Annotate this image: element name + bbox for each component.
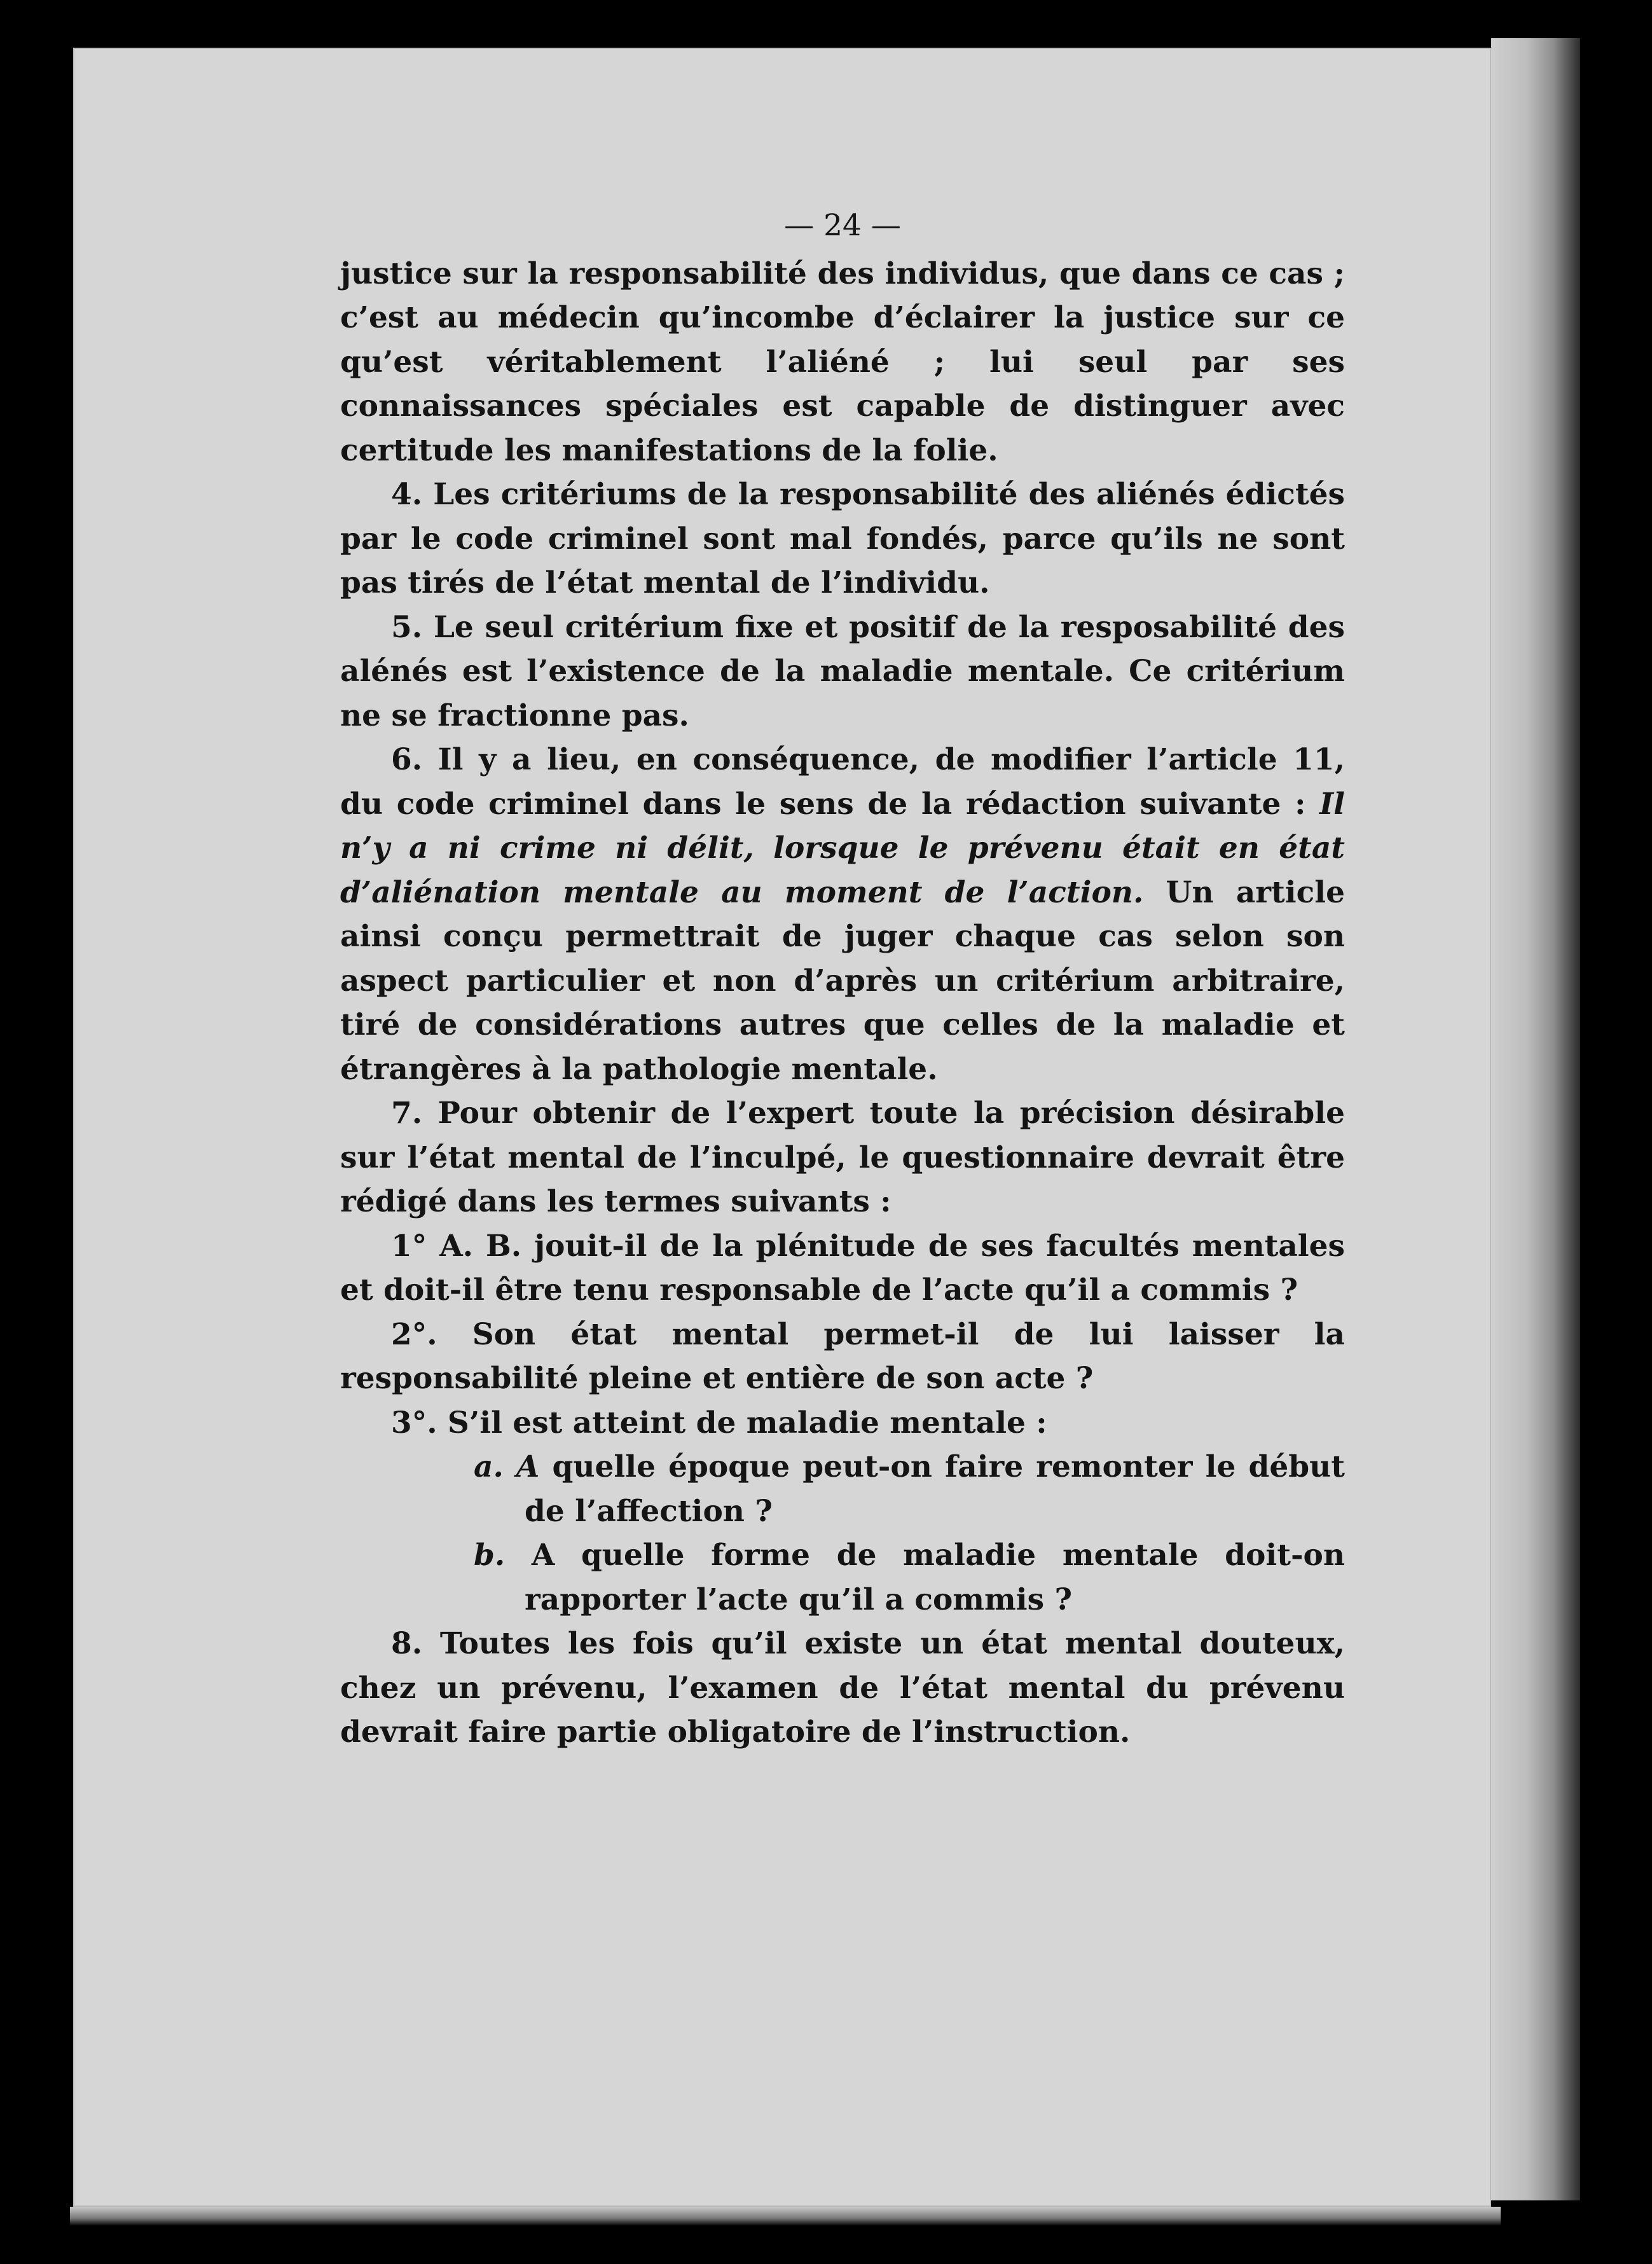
- question-2: 2°. Son état mental permet-il de lui laisser la responsabilité pleine et entière de son acte ?: [340, 1316, 1345, 1396]
- sub-question-a-text: quelle époque peut-on faire remonter le début de l’affection ?: [525, 1449, 1345, 1529]
- paragraph-6-end: Un article ainsi conçu permettrait de juger chaque cas selon son aspect particulier et non d’après un critérium arbitraire, tiré de considérations autres que celles de la maladie et étrangères à la pathologie mentale.: [340, 874, 1345, 1087]
- paragraph-6-start: 6. Il y a lieu, en conséquence, de modifier l’article 11, du code criminel dans le sens de la rédaction suivante :: [340, 742, 1345, 822]
- sub-question-a-label: a.: [474, 1449, 504, 1484]
- paragraph-4: 4. Les critériums de la responsabilité des aliénés édictés par le code criminel sont mal fondés, parce qu’ils ne sont pas tirés de l’état mental de l’individu.: [340, 477, 1345, 600]
- sub-question-b: [416, 1533, 1345, 1622]
- sub-question-b-label: b.: [474, 1538, 506, 1573]
- page-bottom-edge: [70, 2207, 1501, 2226]
- paragraph-6-italic-quote: Il n’y a ni crime ni délit, lorsque le prévenu était en état d’aliénation mentale au moment de l’action.: [340, 786, 1345, 910]
- sub-question-a-letter: A: [516, 1449, 540, 1484]
- page-number: — 24 —: [784, 208, 901, 243]
- question-3: 3°. S’il est atteint de maladie mentale :: [391, 1405, 1047, 1440]
- page-content: [340, 204, 1345, 1755]
- page-edge: [1491, 38, 1580, 2200]
- paragraph-continued: justice sur la responsabilité des individus, que dans ce cas ; c’est au médecin qu’incombe d’éclairer la justice sur ce qu’est véritablement l’aliéné ; lui seul par ses connaissances spéciales est capable de distinguer avec certitude les manifestations de la folie.: [340, 256, 1345, 468]
- paragraph-6: [340, 738, 1345, 1091]
- question-1: 1° A. B. jouit-il de la plénitude de ses facultés mentales et doit-il être tenu responsable de l’acte qu’il a commis ?: [340, 1228, 1345, 1308]
- sub-question-b-text: A quelle forme de maladie mentale doit-on rapporter l’acte qu’il a commis ?: [505, 1538, 1345, 1617]
- paragraph-7: 7. Pour obtenir de l’expert toute la précision désirable sur l’état mental de l’inculpé, le questionnaire devrait être rédigé dans les termes suivants :: [340, 1096, 1345, 1219]
- paragraph-8: 8. Toutes les fois qu’il existe un état mental douteux, chez un prévenu, l’examen de l’état mental du prévenu devrait faire partie obligatoire de l’instruction.: [340, 1626, 1345, 1750]
- paragraph-5: 5. Le seul critérium fixe et positif de la resposabilité des alénés est l’existence de la maladie mentale. Ce critérium ne se fractionne pas.: [340, 609, 1345, 733]
- sub-question-a: [416, 1445, 1345, 1533]
